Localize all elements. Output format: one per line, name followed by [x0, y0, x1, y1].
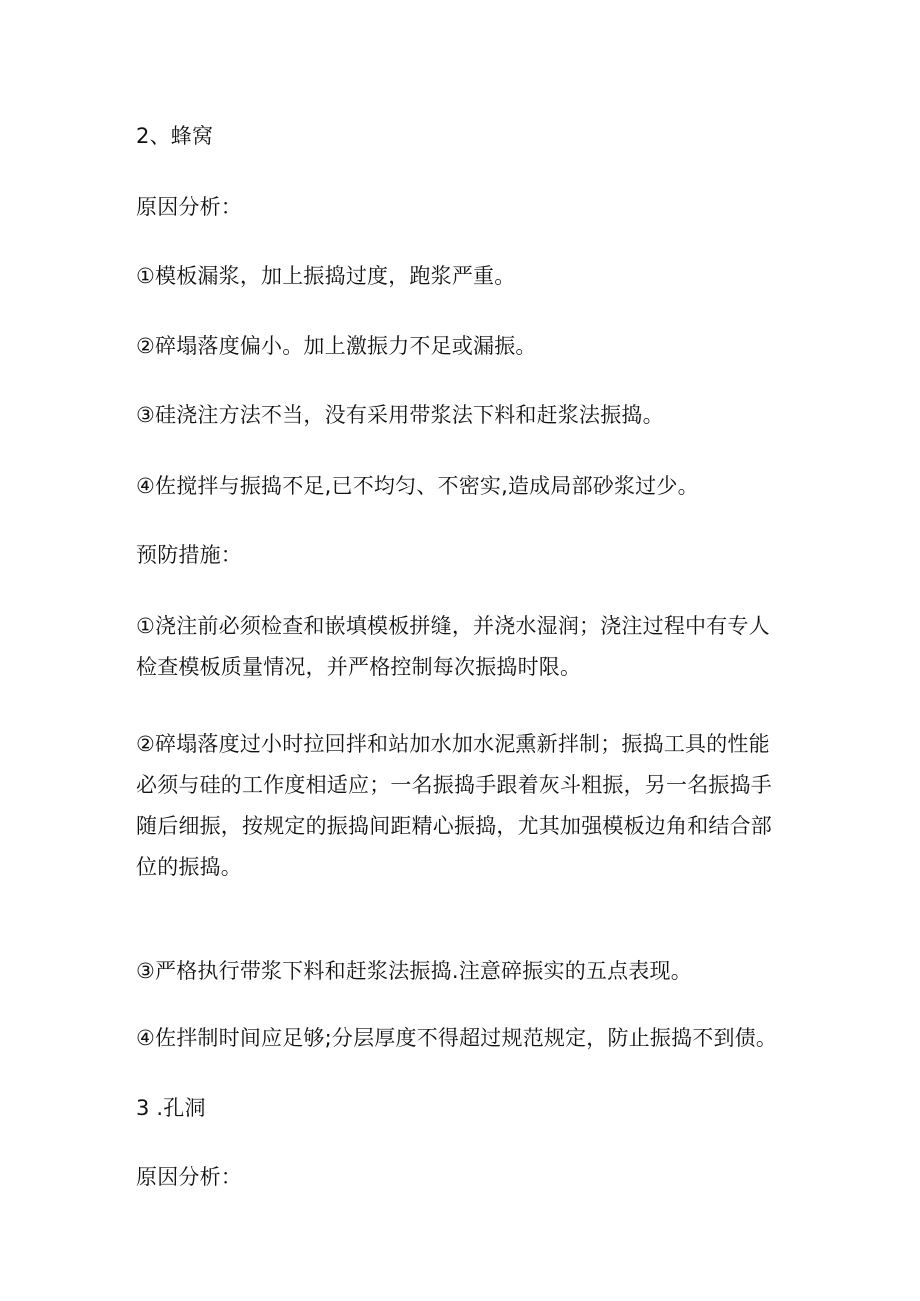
cause-item-3: ③硅浇注方法不当，没有采用带浆法下料和赶浆法振捣。 [136, 403, 664, 427]
cause-item-2: ②碎塌落度偏小。加上激振力不足或漏振。 [136, 334, 537, 358]
prevention-item-1-line-1: ①浇注前必须检查和嵌填模板拼缝，并浇水湿润；浇注过程中有专人 [136, 614, 770, 638]
prevention-item-1 [136, 606, 796, 688]
prevention-item-3: ③严格执行带浆下料和赶浆法振捣.注意碎振实的五点表现。 [136, 959, 692, 983]
prevention-item-2 [136, 724, 796, 888]
cause-item-4: ④佐搅拌与振捣不足,已不均匀、不密实,造成局部砂浆过少。 [136, 474, 699, 498]
section-heading-honeycomb: 2、蜂窝 [136, 124, 214, 148]
prevention-item-2-line-2: 必须与硅的工作度相适应；一名振捣手跟着灰斗粗振，另一名振捣手 [136, 773, 772, 797]
prevention-item-4: ④佐拌制时间应足够;分层厚度不得超过规范规定，防止振捣不到债。 [136, 1026, 778, 1050]
section-heading-holes: 3 .孔洞 [136, 1096, 206, 1120]
cause-item-1: ①模板漏浆，加上振捣过度，跑浆严重。 [136, 264, 516, 288]
prevention-item-2-line-4: 位的振捣。 [136, 855, 242, 879]
section3-cause-analysis-title: 原因分析： [136, 1165, 242, 1189]
prevention-item-2-line-1: ②碎塌落度过小时拉回拌和站加水加水泥熏新拌制；振捣工具的性能 [136, 732, 770, 756]
prevention-item-1-line-2: 检查模板质量情况，并严格控制每次振捣时限。 [136, 655, 582, 679]
prevention-item-2-line-3: 随后细振，按规定的振捣间距精心振捣，尤其加强模板边角和结合部 [136, 814, 772, 838]
prevention-title: 预防措施： [136, 543, 242, 567]
cause-analysis-title: 原因分析： [136, 195, 242, 219]
